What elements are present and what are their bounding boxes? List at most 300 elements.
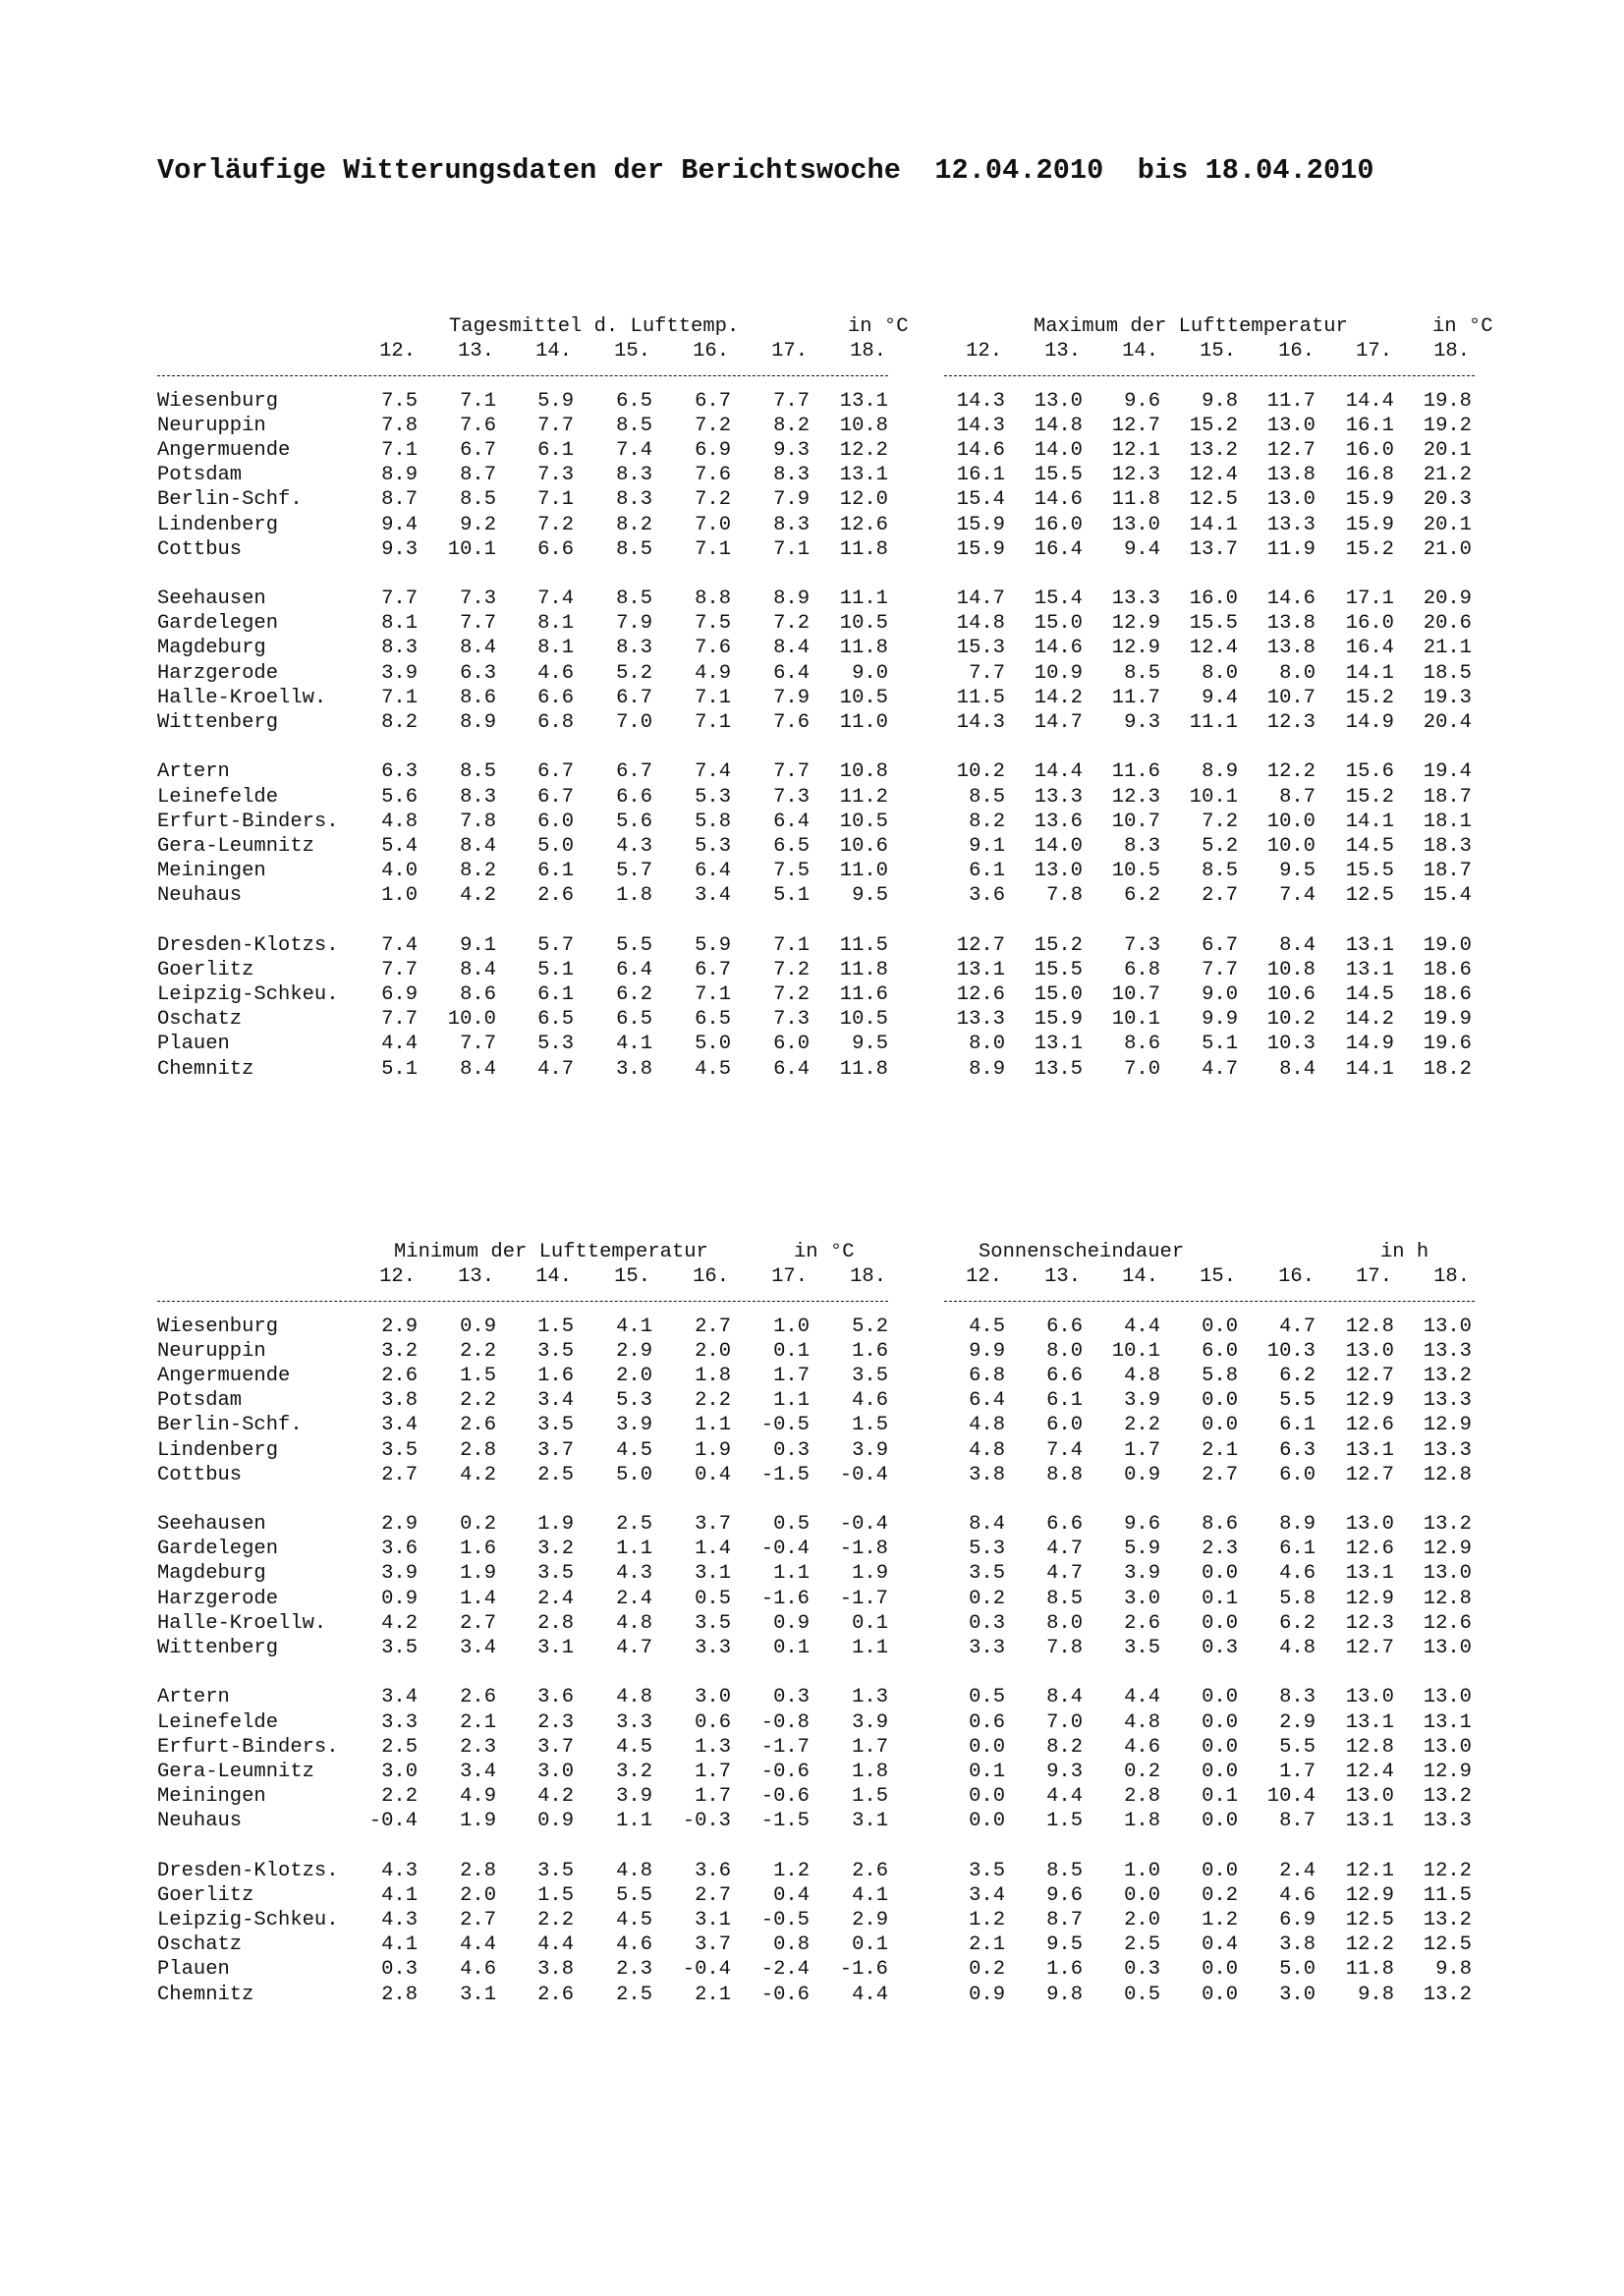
station-name: Wittenberg (157, 711, 279, 734)
left-value-cell: 3.4 (460, 1760, 496, 1783)
right-value-cell: 15.2 (1345, 537, 1394, 561)
left-value-cell: 2.8 (460, 1859, 496, 1882)
left-value-cell: -0.5 (760, 1909, 810, 1932)
left-value-cell: 4.2 (381, 1611, 418, 1635)
left-value-cell: 4.1 (616, 1033, 652, 1056)
day-label-left: 16. (693, 1265, 729, 1289)
day-label-left: 15. (614, 340, 650, 364)
right-value-cell: 13.8 (1266, 637, 1316, 660)
right-value-cell: 7.7 (969, 661, 1005, 685)
left-value-cell: 1.6 (852, 1339, 888, 1363)
left-value-cell: 1.5 (460, 1364, 496, 1387)
left-value-cell: 7.7 (537, 414, 574, 437)
station-name: Gardelegen (157, 612, 279, 636)
left-value-cell: 10.5 (839, 1008, 888, 1032)
right-value-cell: 0.6 (969, 1710, 1005, 1734)
left-value-cell: 5.5 (616, 933, 652, 957)
left-value-cell: 3.0 (537, 1760, 574, 1783)
right-value-cell: 0.0 (1202, 1686, 1238, 1709)
left-value-cell: 3.5 (381, 1637, 418, 1659)
left-value-cell: 5.2 (616, 661, 652, 685)
left-value-cell: 1.6 (460, 1538, 496, 1561)
station-name: Meiningen (157, 1785, 266, 1809)
left-value-cell: 7.2 (695, 414, 731, 437)
right-value-cell: 0.1 (969, 1760, 1005, 1783)
right-value-cell: 13.2 (1189, 438, 1238, 462)
station-name: Dresden-Klotzs. (157, 933, 339, 957)
left-value-cell: 8.3 (616, 488, 652, 512)
right-value-cell: 9.8 (1435, 1958, 1472, 1982)
right-value-cell: 12.7 (1345, 1463, 1394, 1486)
right-value-cell: 3.8 (969, 1463, 1005, 1486)
right-value-cell: 13.3 (1423, 1339, 1472, 1363)
right-value-cell: 8.4 (1279, 1057, 1316, 1081)
right-value-cell: 15.9 (1345, 513, 1394, 536)
right-value-cell: 10.1 (1111, 1008, 1160, 1032)
right-value-cell: 5.8 (1279, 1587, 1316, 1610)
left-value-cell: 5.3 (695, 834, 731, 858)
left-value-cell: 9.3 (381, 537, 418, 561)
left-value-cell: -1.5 (760, 1810, 810, 1833)
left-value-cell: 3.9 (616, 1785, 652, 1809)
right-value-cell: 0.0 (969, 1735, 1005, 1759)
left-value-cell: -0.8 (760, 1710, 810, 1734)
right-value-cell: 12.9 (1111, 612, 1160, 636)
right-value-cell: 14.6 (1034, 637, 1083, 660)
right-value-cell: 13.0 (1423, 1735, 1472, 1759)
right-value-cell: 4.6 (1124, 1735, 1160, 1759)
right-value-cell: 2.1 (969, 1933, 1005, 1957)
left-value-cell: 7.1 (460, 389, 496, 413)
right-value-cell: 0.5 (1124, 1983, 1160, 2006)
left-value-cell: 9.0 (852, 661, 888, 685)
right-value-cell: 10.3 (1266, 1033, 1316, 1056)
right-value-cell: 13.2 (1423, 1909, 1472, 1932)
right-value-cell: 0.9 (1124, 1463, 1160, 1486)
day-label-left: 17. (771, 1265, 808, 1289)
right-value-cell: 18.5 (1423, 661, 1472, 685)
right-value-cell: 15.0 (1034, 983, 1083, 1007)
left-value-cell: 2.3 (537, 1710, 574, 1734)
right-value-cell: 12.1 (1111, 438, 1160, 462)
right-value-cell: 0.0 (1202, 1958, 1238, 1982)
right-value-cell: 6.0 (1279, 1463, 1316, 1486)
left-value-cell: 7.7 (460, 1033, 496, 1056)
right-value-cell: 9.3 (1046, 1760, 1083, 1783)
right-value-cell: 12.9 (1111, 637, 1160, 660)
right-value-cell: 0.5 (969, 1686, 1005, 1709)
left-value-cell: 3.8 (381, 1389, 418, 1413)
station-name: Leipzig-Schkeu. (157, 983, 339, 1007)
left-value-cell: 12.2 (839, 438, 888, 462)
station-name: Harzgerode (157, 1587, 279, 1610)
left-value-cell: 1.8 (695, 1364, 731, 1387)
left-value-cell: 3.4 (381, 1686, 418, 1709)
right-value-cell: 5.9 (1124, 1538, 1160, 1561)
left-value-cell: 2.8 (537, 1611, 574, 1635)
left-value-cell: 0.1 (852, 1611, 888, 1635)
right-value-cell: 8.5 (1124, 661, 1160, 685)
left-value-cell: 2.7 (381, 1463, 418, 1486)
left-value-cell: -0.6 (760, 1983, 810, 2006)
right-value-cell: 6.0 (1046, 1414, 1083, 1437)
right-value-cell: 12.5 (1423, 1933, 1472, 1957)
left-value-cell: 2.7 (460, 1909, 496, 1932)
right-value-cell: 12.7 (956, 933, 1005, 957)
left-value-cell: 1.9 (695, 1438, 731, 1462)
left-value-cell: 10.5 (839, 810, 888, 833)
right-value-cell: 14.8 (956, 612, 1005, 636)
right-value-cell: 0.9 (969, 1983, 1005, 2006)
left-value-cell: 2.7 (695, 1883, 731, 1907)
left-value-cell: 2.2 (460, 1389, 496, 1413)
right-value-cell: 3.9 (1124, 1389, 1160, 1413)
left-value-cell: 4.8 (381, 810, 418, 833)
left-value-cell: 7.8 (460, 810, 496, 833)
left-value-cell: 11.5 (839, 933, 888, 957)
station-name: Gera-Leumnitz (157, 834, 314, 858)
right-value-cell: 0.0 (1202, 1859, 1238, 1882)
day-label-left: 15. (614, 1265, 650, 1289)
station-name: Cottbus (157, 537, 243, 561)
right-value-cell: 13.0 (1345, 1513, 1394, 1537)
right-value-cell: 7.4 (1046, 1438, 1083, 1462)
right-value-cell: 19.9 (1423, 1008, 1472, 1032)
station-name: Plauen (157, 1033, 230, 1056)
right-value-cell: 14.5 (1345, 834, 1394, 858)
right-value-cell: 13.1 (1345, 933, 1394, 957)
right-value-cell: 4.4 (1046, 1785, 1083, 1809)
left-value-cell: 5.9 (537, 389, 574, 413)
left-value-cell: 1.9 (537, 1513, 574, 1537)
right-value-cell: 19.8 (1423, 389, 1472, 413)
left-value-cell: 3.9 (381, 1562, 418, 1586)
left-value-cell: 8.3 (460, 785, 496, 809)
right-value-cell: 0.0 (1124, 1883, 1160, 1907)
left-value-cell: 3.1 (460, 1983, 496, 2006)
left-value-cell: 2.3 (460, 1735, 496, 1759)
right-value-cell: 12.9 (1345, 1883, 1394, 1907)
left-value-cell: 9.4 (381, 513, 418, 536)
left-value-cell: 6.4 (773, 661, 810, 685)
right-value-cell: 13.2 (1423, 1513, 1472, 1537)
right-value-cell: 9.8 (1046, 1983, 1083, 2006)
left-value-cell: 2.9 (852, 1909, 888, 1932)
left-value-cell: 5.6 (381, 785, 418, 809)
left-value-cell: 7.1 (695, 537, 731, 561)
left-value-cell: 7.3 (773, 1008, 810, 1032)
right-value-cell: 1.0 (1124, 1859, 1160, 1882)
station-name: Erfurt-Binders. (157, 1735, 339, 1759)
right-value-cell: 3.5 (969, 1859, 1005, 1882)
left-value-cell: 6.3 (381, 760, 418, 784)
left-value-cell: 0.3 (381, 1958, 418, 1982)
right-value-cell: 18.6 (1423, 958, 1472, 981)
right-value-cell: 0.3 (1202, 1637, 1238, 1659)
right-value-cell: 0.0 (1202, 1735, 1238, 1759)
right-value-cell: 8.8 (1046, 1463, 1083, 1486)
right-value-cell: 7.7 (1202, 958, 1238, 981)
right-value-cell: 9.9 (1202, 1008, 1238, 1032)
station-name: Cottbus (157, 1463, 243, 1486)
left-value-cell: 1.1 (773, 1562, 810, 1586)
right-value-cell: 10.7 (1111, 983, 1160, 1007)
left-value-cell: 2.8 (381, 1983, 418, 2006)
left-value-cell: 1.7 (773, 1364, 810, 1387)
right-value-cell: 12.3 (1111, 785, 1160, 809)
right-value-cell: 15.5 (1189, 612, 1238, 636)
right-value-cell: 6.1 (969, 860, 1005, 883)
right-value-cell: 6.2 (1279, 1611, 1316, 1635)
right-value-cell: 14.3 (956, 414, 1005, 437)
day-label-left: 17. (771, 340, 808, 364)
left-value-cell: 3.3 (381, 1710, 418, 1734)
left-value-cell: 7.7 (381, 958, 418, 981)
right-value-cell: 20.9 (1423, 588, 1472, 611)
left-value-cell: 5.5 (616, 1883, 652, 1907)
right-value-cell: 11.8 (1345, 1958, 1394, 1982)
left-value-cell: 1.7 (695, 1760, 731, 1783)
right-value-cell: 5.1 (1202, 1033, 1238, 1056)
right-value-cell: 0.0 (1202, 1611, 1238, 1635)
right-value-cell: 8.9 (1202, 760, 1238, 784)
right-value-cell: 3.3 (969, 1637, 1005, 1659)
right-value-cell: 16.1 (956, 464, 1005, 487)
right-value-cell: 11.5 (1423, 1883, 1472, 1907)
left-value-cell: 7.1 (695, 983, 731, 1007)
separator-left (157, 1301, 888, 1302)
right-value-cell: 14.0 (1034, 834, 1083, 858)
left-value-cell: 0.8 (773, 1933, 810, 1957)
right-value-cell: 6.2 (1279, 1364, 1316, 1387)
right-value-cell: 8.5 (1046, 1587, 1083, 1610)
right-value-cell: 15.6 (1345, 760, 1394, 784)
left-value-cell: 6.7 (460, 438, 496, 462)
right-value-cell: 3.9 (1124, 1562, 1160, 1586)
left-value-cell: 1.6 (537, 1364, 574, 1387)
left-value-cell: 4.8 (616, 1859, 652, 1882)
left-value-cell: 6.1 (537, 860, 574, 883)
right-value-cell: 12.3 (1111, 464, 1160, 487)
left-value-cell: 2.5 (616, 1513, 652, 1537)
left-value-cell: 6.6 (537, 686, 574, 709)
station-name: Angermuende (157, 438, 291, 462)
left-value-cell: 8.9 (460, 711, 496, 734)
left-value-cell: 8.8 (695, 588, 731, 611)
right-value-cell: 8.0 (1046, 1339, 1083, 1363)
right-value-cell: 13.0 (1423, 1637, 1472, 1659)
right-value-cell: 5.8 (1202, 1364, 1238, 1387)
station-name: Halle-Kroellw. (157, 1611, 327, 1635)
left-value-cell: -0.3 (682, 1810, 731, 1833)
right-value-cell: 2.3 (1202, 1538, 1238, 1561)
right-value-cell: 13.5 (1034, 1057, 1083, 1081)
right-value-cell: 20.1 (1423, 513, 1472, 536)
left-value-cell: 3.9 (852, 1438, 888, 1462)
right-value-cell: 4.4 (1124, 1686, 1160, 1709)
left-value-cell: 0.9 (773, 1611, 810, 1635)
left-value-cell: 6.2 (616, 983, 652, 1007)
left-value-cell: 7.6 (695, 637, 731, 660)
right-value-cell: 14.9 (1345, 1033, 1394, 1056)
day-label-right: 12. (966, 1265, 1002, 1289)
left-value-cell: 2.5 (381, 1735, 418, 1759)
right-value-cell: 2.2 (1124, 1414, 1160, 1437)
left-value-cell: 6.0 (537, 810, 574, 833)
right-value-cell: 8.5 (1046, 1859, 1083, 1882)
right-value-cell: 14.0 (1034, 438, 1083, 462)
left-value-cell: 6.6 (537, 537, 574, 561)
day-label-left: 12. (379, 340, 416, 364)
left-value-cell: 7.7 (460, 612, 496, 636)
station-name: Angermuende (157, 1364, 291, 1387)
right-value-cell: 13.0 (1423, 1686, 1472, 1709)
right-value-cell: 14.4 (1345, 389, 1394, 413)
left-value-cell: 4.5 (616, 1909, 652, 1932)
right-value-cell: 8.0 (969, 1033, 1005, 1056)
right-value-cell: 0.0 (1202, 1710, 1238, 1734)
left-value-cell: 8.3 (773, 464, 810, 487)
right-value-cell: 18.6 (1423, 983, 1472, 1007)
left-value-cell: 0.9 (537, 1810, 574, 1833)
left-value-cell: 7.2 (537, 513, 574, 536)
left-value-cell: 4.5 (616, 1438, 652, 1462)
right-value-cell: 11.7 (1111, 686, 1160, 709)
right-value-cell: 12.2 (1345, 1933, 1394, 1957)
left-value-cell: 4.9 (695, 661, 731, 685)
right-value-cell: 6.8 (969, 1364, 1005, 1387)
left-value-cell: 8.5 (616, 537, 652, 561)
left-value-cell: 8.5 (616, 588, 652, 611)
left-value-cell: 3.8 (616, 1057, 652, 1081)
station-name: Chemnitz (157, 1983, 254, 2006)
left-value-cell: 7.1 (381, 686, 418, 709)
right-value-cell: 12.6 (1423, 1611, 1472, 1635)
left-value-cell: 2.6 (537, 1983, 574, 2006)
left-value-cell: 0.4 (695, 1463, 731, 1486)
right-value-cell: 12.8 (1345, 1735, 1394, 1759)
right-value-cell: 10.7 (1266, 686, 1316, 709)
left-value-cell: 2.1 (460, 1710, 496, 1734)
left-value-cell: 8.5 (460, 488, 496, 512)
right-value-cell: 13.1 (956, 958, 1005, 981)
right-value-cell: 12.2 (1266, 760, 1316, 784)
left-value-cell: 11.2 (839, 785, 888, 809)
right-value-cell: 12.6 (1345, 1414, 1394, 1437)
page-title: Vorläufige Witterungsdaten der Berichtswoche 12.04.2010 bis 18.04.2010 (157, 154, 1374, 187)
right-value-cell: 19.6 (1423, 1033, 1472, 1056)
left-value-cell: 6.7 (695, 958, 731, 981)
left-value-cell: 0.1 (773, 1339, 810, 1363)
left-value-cell: 1.2 (773, 1859, 810, 1882)
left-value-cell: 7.6 (460, 414, 496, 437)
day-label-left: 18. (850, 1265, 886, 1289)
left-value-cell: 7.2 (773, 612, 810, 636)
right-value-cell: 14.1 (1345, 661, 1394, 685)
left-value-cell: 8.2 (381, 711, 418, 734)
right-value-cell: 20.4 (1423, 711, 1472, 734)
right-value-cell: 0.0 (1202, 1810, 1238, 1833)
right-value-cell: 12.7 (1345, 1637, 1394, 1659)
station-name: Oschatz (157, 1933, 243, 1957)
left-value-cell: 2.2 (381, 1785, 418, 1809)
left-value-cell: 10.1 (447, 537, 496, 561)
left-value-cell: 7.3 (773, 785, 810, 809)
right-value-cell: 13.0 (1034, 860, 1083, 883)
right-value-cell: 9.6 (1124, 389, 1160, 413)
station-name: Magdeburg (157, 637, 266, 660)
left-value-cell: 7.6 (695, 464, 731, 487)
left-value-cell: -0.4 (839, 1463, 888, 1486)
right-value-cell: 7.4 (1279, 884, 1316, 908)
left-value-cell: 6.4 (773, 810, 810, 833)
left-value-cell: 8.5 (616, 414, 652, 437)
station-name: Berlin-Schf. (157, 488, 303, 512)
left-value-cell: 3.1 (852, 1810, 888, 1833)
station-name: Meiningen (157, 860, 266, 883)
left-value-cell: 10.5 (839, 612, 888, 636)
left-value-cell: -2.4 (760, 1958, 810, 1982)
left-value-cell: 3.3 (695, 1637, 731, 1659)
right-value-cell: 7.0 (1124, 1057, 1160, 1081)
right-value-cell: 9.1 (969, 834, 1005, 858)
left-value-cell: -0.4 (368, 1810, 418, 1833)
right-section-header: Maximum der Lufttemperatur (1034, 315, 1348, 338)
left-value-cell: 6.5 (695, 1008, 731, 1032)
right-value-cell: 14.1 (1189, 513, 1238, 536)
right-value-cell: 0.2 (1124, 1760, 1160, 1783)
right-value-cell: 15.4 (1423, 884, 1472, 908)
right-value-cell: 13.8 (1266, 612, 1316, 636)
left-value-cell: 6.7 (616, 760, 652, 784)
station-name: Wiesenburg (157, 389, 279, 413)
left-value-cell: 0.1 (773, 1637, 810, 1659)
right-value-cell: 0.1 (1202, 1587, 1238, 1610)
left-value-cell: 5.0 (537, 834, 574, 858)
left-value-cell: 4.4 (852, 1983, 888, 2006)
left-value-cell: 3.1 (695, 1562, 731, 1586)
left-value-cell: 4.4 (537, 1933, 574, 1957)
right-value-cell: 15.2 (1345, 686, 1394, 709)
left-value-cell: 7.3 (460, 588, 496, 611)
right-value-cell: 9.4 (1124, 537, 1160, 561)
right-value-cell: 8.9 (969, 1057, 1005, 1081)
left-value-cell: 6.5 (616, 389, 652, 413)
right-section-unit: in h (1380, 1241, 1429, 1263)
right-value-cell: 13.7 (1189, 537, 1238, 561)
right-value-cell: 19.2 (1423, 414, 1472, 437)
right-value-cell: 14.7 (1034, 711, 1083, 734)
left-value-cell: 1.1 (773, 1389, 810, 1413)
left-value-cell: 7.7 (773, 760, 810, 784)
day-label-right: 16. (1278, 1265, 1315, 1289)
left-value-cell: 4.4 (381, 1033, 418, 1056)
right-value-cell: 12.5 (1189, 488, 1238, 512)
left-value-cell: 3.5 (537, 1339, 574, 1363)
right-value-cell: 3.5 (1124, 1637, 1160, 1659)
left-value-cell: 7.4 (381, 933, 418, 957)
right-value-cell: 6.3 (1279, 1438, 1316, 1462)
right-value-cell: 8.7 (1046, 1909, 1083, 1932)
right-value-cell: 8.5 (1202, 860, 1238, 883)
left-value-cell: 2.4 (616, 1587, 652, 1610)
left-value-cell: 6.9 (381, 983, 418, 1007)
right-value-cell: 18.1 (1423, 810, 1472, 833)
right-value-cell: 8.6 (1124, 1033, 1160, 1056)
left-value-cell: 7.4 (695, 760, 731, 784)
right-value-cell: 13.1 (1345, 1438, 1394, 1462)
station-name: Potsdam (157, 1389, 243, 1413)
